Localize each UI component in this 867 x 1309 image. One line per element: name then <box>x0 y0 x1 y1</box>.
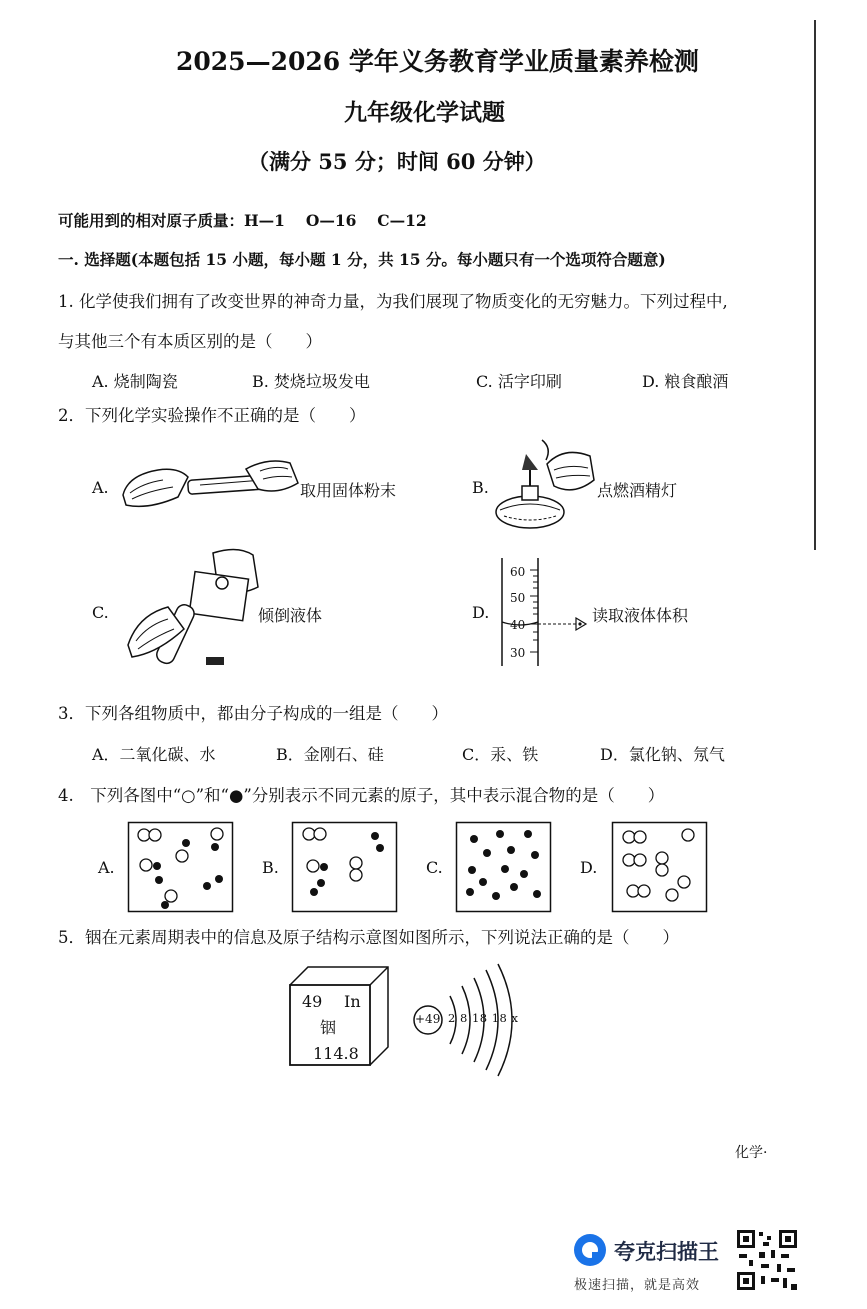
q2-option-c-caption: 倾倒液体 <box>258 606 323 625</box>
q2-option-a-caption: 取用固体粉末 <box>300 481 397 500</box>
page-edge-rule <box>814 20 816 550</box>
cylinder-tick-50: 50 <box>510 591 526 605</box>
q3-option-b: B．金刚石、硅 <box>276 745 384 764</box>
cylinder-tick-60: 60 <box>510 565 526 579</box>
q4-label-b: B. <box>262 858 279 877</box>
section-heading: 一. 选择题(本题包括 15 小题，每小题 1 分，共 15 分。每小题只有一个选项符合题意) <box>58 250 666 269</box>
qr-code-icon <box>735 1228 799 1292</box>
scanner-brand-name: 夸克扫描王 <box>614 1240 719 1264</box>
q5-stem: 5．铟在元素周期表中的信息及原子结构示意图如图所示，下列说法正确的是（ ） <box>58 928 679 947</box>
q2-option-d-caption: 读取液体体积 <box>592 606 689 625</box>
q3-option-d: D．氯化钠、氖气 <box>600 745 725 764</box>
q3-option-c: C．汞、铁 <box>462 745 539 764</box>
atom-electron-shells: 2 8 18 18 x <box>448 1011 519 1025</box>
exam-title: 2025—2026 学年义务教育学业质量素养检测 <box>176 47 699 76</box>
q2-option-c-letter: C. <box>92 603 109 622</box>
q1-option-a: A. 烧制陶瓷 <box>92 372 178 391</box>
element-atomic-mass: 114.8 <box>313 1044 359 1063</box>
q3-option-a: A．二氧化碳、水 <box>92 745 216 764</box>
q4-box-b <box>292 822 397 912</box>
scanner-slogan: 极速扫描，就是高效 <box>574 1278 701 1293</box>
exam-subtitle: 九年级化学试题 <box>344 99 505 126</box>
element-name: 铟 <box>320 1018 337 1037</box>
atomic-masses: 可能用到的相对原子质量：H—1 O—16 C—12 <box>58 211 427 230</box>
cylinder-tick-30: 30 <box>510 646 526 660</box>
q3-stem: 3．下列各组物质中，都由分子构成的一组是（ ） <box>58 704 448 723</box>
q4-label-a: A. <box>98 858 115 877</box>
scanner-logo-icon <box>572 1232 608 1268</box>
q4-box-a <box>128 822 233 912</box>
element-symbol: In <box>344 992 361 1011</box>
cylinder-tick-40: 40 <box>510 618 526 632</box>
q1-option-c: C. 活字印刷 <box>476 372 562 391</box>
exam-info: （满分 55 分；时间 60 分钟） <box>248 149 546 174</box>
q2-option-d-letter: D. <box>472 603 490 622</box>
page-footer-label: 化学· <box>735 1145 768 1161</box>
powder-spatula-illustration <box>118 455 303 517</box>
q1-stem-line1: 1. 化学使我们拥有了改变世界的神奇力量，为我们展现了物质变化的无穷魅力。下列过程中, <box>58 292 728 311</box>
atom-nucleus-charge: +49 <box>415 1012 441 1026</box>
q4-box-d <box>612 822 707 912</box>
q1-option-b: B. 焚烧垃圾发电 <box>252 372 370 391</box>
alcohol-lamp-illustration <box>492 440 602 532</box>
q4-label-c: C. <box>426 858 443 877</box>
pour-liquid-illustration <box>118 545 268 675</box>
q4-box-c <box>456 822 551 912</box>
q2-option-b-letter: B. <box>472 478 489 497</box>
q2-stem: 2．下列化学实验操作不正确的是（ ） <box>58 406 366 425</box>
q1-option-d: D. 粮食酿酒 <box>642 372 729 391</box>
element-atomic-number: 49 <box>302 992 323 1011</box>
q4-stem: 4. 下列各图中“○”和“●”分别表示不同元素的原子，其中表示混合物的是（ ） <box>58 786 665 805</box>
q1-stem-line2: 与其他三个有本质区别的是（ ） <box>58 332 322 351</box>
q2-option-b-caption: 点燃酒精灯 <box>597 481 678 500</box>
q4-label-d: D. <box>580 858 598 877</box>
q2-option-a-letter: A. <box>92 478 109 497</box>
